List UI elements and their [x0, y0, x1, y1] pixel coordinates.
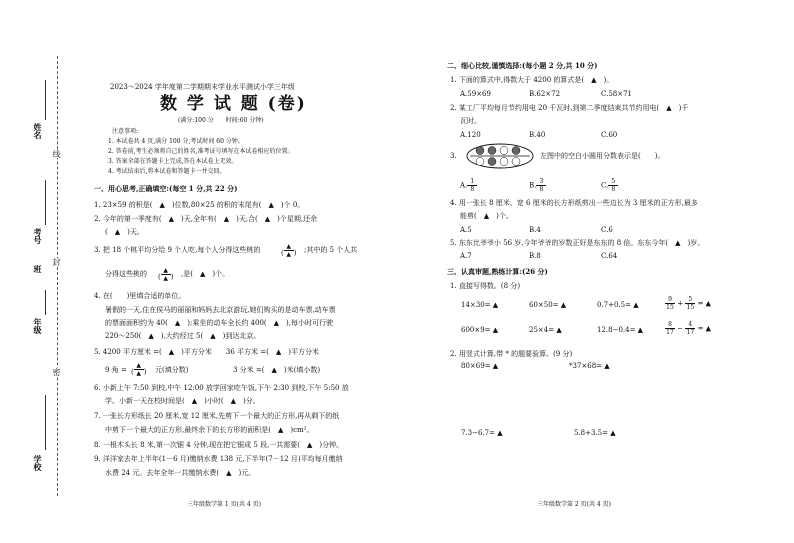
s1-q6-line2: 学。小新一天在校时间是( ▲ )小时( ▲ )分。 — [105, 397, 260, 405]
s2-q4-line1: 4. 用一张长 8 厘米、宽 6 厘米的长方形纸剪出一些边长为 3 厘米的正方形,最多 — [450, 199, 698, 207]
ellipse-circles-figure — [466, 143, 534, 169]
s1-q4: 4. 在( )里填合适的单位。 — [94, 292, 186, 300]
notice-item-1: 1. 本试卷共 4 页,满分 100 分,考试时间 60 分钟。 — [108, 138, 244, 145]
s2-q2-opt-a: A.120 — [460, 131, 481, 139]
calc-1-1: 14×30= ▲ — [461, 301, 499, 309]
s1-q5-line1: 5. 4200 平方厘米 =( ▲ )平方分米 36 平方米 =( ▲ )平方分米 — [94, 348, 319, 356]
vertical-calc-2: *37×68= ▲ — [569, 362, 610, 370]
s1-q3-line2b: ,是( ▲ )个。 — [181, 270, 230, 278]
s2-q2-opt-b: B.40 — [529, 131, 546, 139]
notice-item-2: 2. 答卷前,考生必须将自己的姓名,准考证号填写在本试卷相应的位置。 — [108, 148, 294, 155]
s2-q2-line2: 瓦时。 — [460, 117, 481, 125]
footer-page-1: 三年级数学第 1 页(共 4 页) — [187, 501, 261, 508]
s1-q3-line1b: ;其中的 5 个人共 — [304, 246, 358, 254]
s2-q5-opt-b: B.8 — [529, 252, 541, 260]
side-school-label: 学校 — [33, 455, 43, 471]
s1-q3-line1a: 3. 把 18 个桃平均分给 9 个人吃,每个人分得这些桃的 — [94, 246, 261, 254]
exam-title: 数 学 试 题 (卷) — [160, 94, 307, 114]
s3-q1: 1. 直接写得数。(8 分) — [450, 282, 521, 290]
s2-q4-opt-a: A.5 — [460, 226, 472, 234]
s1-q7-line2: 中剪下一个最大的正方形,最终余下的长方形的面积是( ▲ )cm²。 — [105, 426, 314, 434]
s2-q1-opt-b: B.62×72 — [529, 90, 561, 98]
s1-q3-fraction-2: ( $\frac{▲}{▲}$ ) — [158, 267, 174, 282]
frac-denominator: ▲ — [163, 275, 169, 282]
side-exam-no-underline — [45, 180, 46, 225]
frac-denominator: ▲ — [286, 251, 292, 258]
s1-q9-line2: 水费 24 元。去年全年一共缴纳水费( ▲ )元。 — [105, 469, 256, 477]
s2-q5: 5. 东东比爷爷小 56 岁,今年爷爷的岁数正好是东东的 8 倍。东东今年( ▲ )岁。 — [450, 239, 705, 247]
calc-1-3: 0.7+0.5= ▲ — [597, 301, 639, 309]
vertical-calc-4: 5.8+3.5= ▲ — [574, 429, 616, 437]
calc-2-2: 25×4= ▲ — [529, 326, 562, 334]
section2-title: 二、细心比较,谨慎选择:(每小题 2 分,共 10 分) — [447, 61, 598, 70]
binding-dashed-line — [57, 56, 58, 496]
exam-subtitle: 2023～2024 学年度第二学期期末学业水平测试小学三年级 — [110, 83, 295, 91]
s2-q5-opt-c: C.64 — [601, 252, 618, 260]
calc-2-4: $\frac{8}{17}$ − $\frac{4}{17}$ = ▲ — [666, 321, 712, 336]
side-name-label: 姓名 — [33, 123, 43, 139]
s2-q3-num: 3. — [450, 152, 457, 160]
side-line-mark: 线 — [52, 150, 61, 158]
section3-title: 三、认真审题,熟练计算:(26 分) — [447, 267, 548, 276]
frac-denominator: ▲ — [136, 370, 142, 377]
exam-meta: (满分:100 分 时间:60 分钟) — [178, 117, 264, 124]
calc-2-1: 600×9= ▲ — [461, 326, 499, 334]
side-grade-label: 年级 — [33, 318, 43, 334]
s1-q2-line1: 2. 今年的第一季度有( ▲ )天,全年有( ▲ )天,合( ▲ )个星期,还余 — [94, 215, 318, 223]
s2-q1-opt-c: C.58×71 — [601, 90, 633, 98]
s2-q1-opt-a: A.59×69 — [460, 90, 491, 98]
frac-numerator: ▲ — [136, 362, 142, 369]
s1-q5-yuan: 元(填分数) — [155, 366, 189, 374]
side-grade-underline — [45, 290, 46, 315]
s2-q3-opt-c: C. $\frac{5}{8}$ — [601, 178, 618, 193]
calc-1-4: $\frac{9}{15}$ + $\frac{5}{15}$ = ▲ — [666, 296, 712, 311]
s1-q4-p2: 的票面面积约为 40( ▲ );乘坐的动车全长约 400( ▲ ),每小时可行驶 — [105, 319, 333, 327]
s2-q2-line1: 2. 某工厂平均每月节约用电 20 千瓦时,到第二季度结束共节约用电( ▲ )千 — [450, 104, 689, 112]
s1-q5-jiao: 9 角 = — [105, 366, 127, 374]
s2-q2-opt-c: C.60 — [601, 131, 618, 139]
s2-q4-line2: 能剪( ▲ )个。 — [460, 212, 513, 220]
calc-2-3: 12.8−0.4= ▲ — [597, 326, 644, 334]
s2-q3-opt-a: A. $\frac{1}{8}$ — [460, 178, 477, 193]
s1-q1: 1. 23×59 的积是( ▲ )位数,80×25 的积的末尾有( ▲ )个 0。 — [94, 201, 305, 209]
frac-numerator: ▲ — [163, 267, 169, 274]
side-exam-no-label: 考号 — [33, 228, 43, 244]
side-seal2-mark: 密 — [52, 368, 61, 376]
s1-q5-dm: 3 分米 =( ▲ )米(填小数) — [233, 366, 321, 374]
calc-1-2: 60×50= ▲ — [529, 301, 567, 309]
s1-q6-line1: 6. 小新上午 7:50 到校,中午 12:00 放学回家吃午饭,下午 2:30 到校,下午 5:50 放 — [94, 384, 349, 392]
s1-q3-line2a: 分得这些桃的 — [105, 270, 147, 278]
s1-q7-line1: 7. 一张长方形纸长 20 厘米,宽 12 厘米,先剪下一个最大的正方形,再从剩下的纸 — [94, 412, 340, 420]
s2-q3-opt-b: B. $\frac{3}{8}$ — [529, 178, 546, 193]
notice-item-4: 4. 考试结束后,将本试卷和答题卡一并交回。 — [108, 168, 226, 175]
side-school-underline — [45, 395, 46, 450]
vertical-calc-1: 80×69= ▲ — [461, 362, 499, 370]
s1-q5-fraction: ( $\frac{▲}{▲}$ ) — [131, 362, 147, 377]
s2-q4-opt-c: C.6 — [601, 226, 613, 234]
section1-title: 一、用心思考,正确填空:(每空 1 分,共 22 分) — [94, 184, 238, 193]
s1-q4-p1: 暑假的一天,住在侯马的丽丽和妈妈去北京游玩,她们购买的是动车票,动车票 — [105, 306, 336, 314]
s2-q5-opt-a: A.7 — [460, 252, 472, 260]
s2-q1: 1. 下面的算式中,得数大于 4200 的算式是( ▲ )。 — [450, 76, 614, 84]
s1-q2-line2: ( ▲ )天。 — [105, 228, 144, 236]
side-name-underline — [45, 80, 46, 120]
s1-q3-fraction-1: ( $\frac{▲}{▲}$ ) — [281, 243, 297, 258]
s1-q8: 8. 一根木头长 8 米,第一次锯 4 分钟,现在把它锯成 5 段,一共需要( ▲ )分钟。 — [94, 441, 344, 449]
s2-q4-opt-b: B.4 — [529, 226, 541, 234]
side-seal-mark: 封 — [52, 258, 61, 266]
vertical-calc-3: 7.3−6.7= ▲ — [461, 429, 503, 437]
footer-page-2: 三年级数学第 2 页(共 4 页) — [537, 501, 611, 508]
notice-title: 注意事项: — [112, 128, 139, 135]
notice-item-3: 3. 答案全部在答题卡上完成,答在本试卷上无效。 — [108, 158, 238, 165]
side-class-label: 班 — [33, 265, 43, 273]
s3-q2: 2. 用竖式计算,带 * 的题要验算。(9 分) — [450, 350, 573, 358]
s1-q9-line1: 9. 洋洋家去年上半年(1－6 月)缴纳水费 138 元,下半年(7－12 月)平均每月缴纳 — [94, 455, 343, 463]
s1-q4-p3: 220～250( ▲ ),大约经过 5( ▲ )到达北京。 — [105, 332, 261, 340]
frac-numerator: ▲ — [286, 243, 292, 250]
s2-q3-text: 左图中的空白小圆用分数表示是( )。 — [540, 152, 665, 160]
